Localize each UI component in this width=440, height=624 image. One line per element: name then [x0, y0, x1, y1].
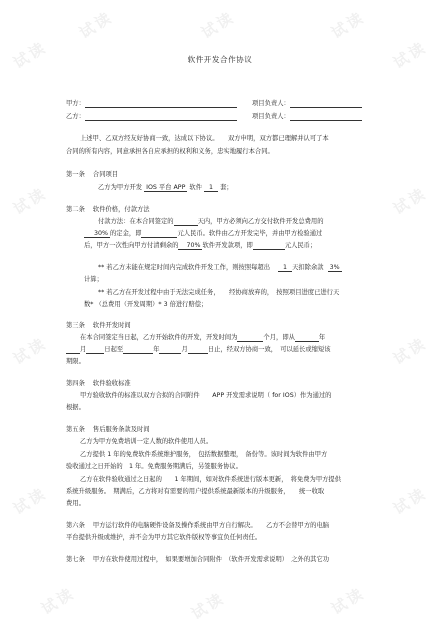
blank [123, 346, 153, 354]
article-2-line [84, 242, 316, 250]
party-b-row [66, 113, 237, 121]
blank [188, 346, 208, 354]
platform-value: IOS 平台 APP [146, 184, 186, 191]
article-text: 的定金，即 [110, 230, 142, 237]
months-blank [237, 334, 263, 342]
article-text: 天内，甲方必须向乙方交付软件开发总费用的 [197, 218, 324, 225]
article-text: 软件开发款项，即 [202, 242, 253, 249]
article-title: 软件验收标准 [92, 380, 131, 387]
watermark: 试读 [10, 183, 51, 219]
party-b-rep-row [252, 113, 362, 121]
article-number: 第六条 [66, 522, 85, 529]
article-2-line [84, 230, 322, 238]
party-b-rep-label: 项目负责人： [252, 113, 290, 120]
article-2-note: 数* （总费用（开发周期）* 3 倍进行赔偿； [84, 301, 208, 308]
party-a-label: 甲方： [66, 100, 85, 107]
watermark: 试读 [328, 583, 369, 619]
blank [66, 346, 80, 354]
article-5-line: 系统升级服务。 期满后，乙方将对有需要的用户提供系统最新版本的升级服务， 统一收取 [66, 488, 325, 495]
balance-amount-blank [253, 242, 285, 250]
party-a-row [66, 100, 237, 108]
article-title: 合同项目 [92, 171, 119, 178]
article-2-line [98, 218, 324, 226]
count-value: 1 [204, 184, 218, 192]
party-b-blank [85, 113, 237, 121]
article-text: 后，甲方一次性向甲方付清剩余的 [84, 242, 179, 249]
watermark: 试读 [198, 7, 239, 43]
article-6-line [66, 522, 329, 530]
article-7-line [66, 556, 329, 564]
watermark: 试读 [38, 583, 79, 619]
article-number: 第七条 [66, 556, 85, 563]
watermark: 试读 [10, 483, 51, 519]
party-a-blank [85, 100, 237, 108]
article-text: 乙方为甲方开发 [98, 184, 143, 191]
intro-line: 合同的所有内容，同意承担各自应承担的权利和义务，忠实地履行本合同。 [66, 148, 274, 155]
article-title: 软件价格，付款方法 [92, 206, 150, 213]
article-title: 软件开发时间 [92, 322, 131, 329]
intro-line: 上述甲、乙双方经友好协商一致，达成以下协议。 双方申明，双方都已理解并认可了本 [80, 135, 329, 142]
watermark: 试读 [188, 588, 229, 624]
article-text: 年 [318, 334, 326, 341]
document-title: 软件开发合作协议 [187, 55, 253, 64]
article-3-heading [66, 322, 131, 330]
article-text: 套； [220, 184, 233, 191]
article-text: 甲方在软件使用过程中， 如果要增加合同附件 （软件开发需求说明） 之外的其它功 [92, 556, 330, 563]
article-text: 月 [181, 346, 188, 353]
blank [159, 346, 181, 354]
article-4-line: 根据。 [66, 404, 85, 411]
article-text: 软件 [189, 184, 203, 191]
article-2-note: 计算； [84, 276, 103, 283]
article-text: 付款方法：在本合同签定的 [98, 218, 174, 225]
balance-percent: 70% [186, 242, 201, 249]
article-2-heading [66, 206, 150, 214]
article-3-line: 期限。 [66, 358, 85, 365]
watermark: 试读 [390, 183, 431, 219]
article-number: 第三条 [66, 322, 85, 329]
article-text: 甲方运行软件的电脑硬件设备及操作系统由甲方自行解决。 乙方不会替甲方的电脑 [92, 522, 330, 529]
note-text: 天扣除余款 [292, 264, 324, 271]
article-text: 个月，即从 [263, 334, 295, 341]
article-number: 第五条 [66, 426, 85, 433]
article-5-heading [66, 426, 150, 434]
party-a-rep-label: 项目负责人： [252, 100, 290, 107]
blank [84, 230, 92, 238]
article-text: 元人民币； [284, 242, 317, 249]
deposit-percent: 30% [94, 230, 108, 237]
article-number: 第四条 [66, 380, 85, 387]
penalty-percent: 3% [329, 264, 340, 271]
article-5-line: 乙方在软件验收通过之日起的 1 年期间，如对软件系统进行版本更新， 将免费为甲方提供 [80, 476, 342, 483]
article-5-line: 乙方为甲方免费培训一定人数的软件使用人员。 [80, 438, 213, 445]
article-text: 月 [80, 346, 87, 353]
party-a-rep-row [252, 100, 362, 108]
year-blank [295, 334, 319, 342]
article-title: 售后服务条款及时间 [92, 426, 150, 433]
party-a-rep-blank [290, 100, 362, 108]
article-5-line: 验收通过之日开始的 1 年。免费服务期满后，另签服务协议。 [66, 463, 243, 470]
watermark: 试读 [10, 37, 51, 73]
article-text: 在本合同签定当日起，乙方开始软件的开发，开发时间为 [80, 334, 238, 341]
article-number: 第一条 [66, 171, 85, 178]
article-4-heading [66, 380, 131, 388]
watermark: 试读 [390, 333, 431, 369]
article-3-line [80, 334, 325, 342]
article-4-line: 甲方验收软件的标准以双方合拟的合同附件 APP 开发需求说明（ for IOS）作为通过的 [80, 392, 332, 399]
watermark: 试读 [10, 333, 51, 369]
watermark: 试读 [328, 7, 369, 43]
watermark: 试读 [390, 37, 431, 73]
article-3-line [66, 346, 331, 354]
article-text: 日止，经双方协商一致， 可以延长或缩短该 [207, 346, 331, 353]
article-6-line: 平台提供升级或维护，并不会为甲方其它软件版权等事宜负任何责任。 [66, 534, 262, 541]
article-1-body [98, 184, 233, 192]
article-5-line: 乙方提供 1 年的免费软件系统维护服务， 包括数据整理， 备份等。该时间为软件由甲方 [80, 451, 328, 458]
party-b-label: 乙方： [66, 113, 85, 120]
overdue-days-value: 1 [278, 264, 292, 272]
article-2-note [98, 264, 342, 272]
article-text: 年 [153, 346, 160, 353]
watermark: 试读 [76, 7, 117, 43]
watermark: 试读 [390, 483, 431, 519]
note-text: ** 若乙方未能在规定时间内完成软件开发工作，则按照每超出 [98, 264, 271, 271]
days-blank [174, 218, 198, 226]
article-2-note: ** 若乙方在开发过程中由于无法完成任务， 经协商放弃的， 按照项目进度已进行天 [98, 289, 340, 296]
deposit-amount-blank [141, 230, 177, 238]
party-b-rep-blank [290, 113, 362, 121]
article-1-heading [66, 171, 118, 179]
blank [86, 346, 104, 354]
article-text: 日起至 [104, 346, 124, 353]
article-text: 元人民币。软件由乙方开发完毕，并由甲方检验通过 [177, 230, 323, 237]
article-number: 第二条 [66, 206, 85, 213]
article-5-line: 费用。 [66, 500, 85, 507]
